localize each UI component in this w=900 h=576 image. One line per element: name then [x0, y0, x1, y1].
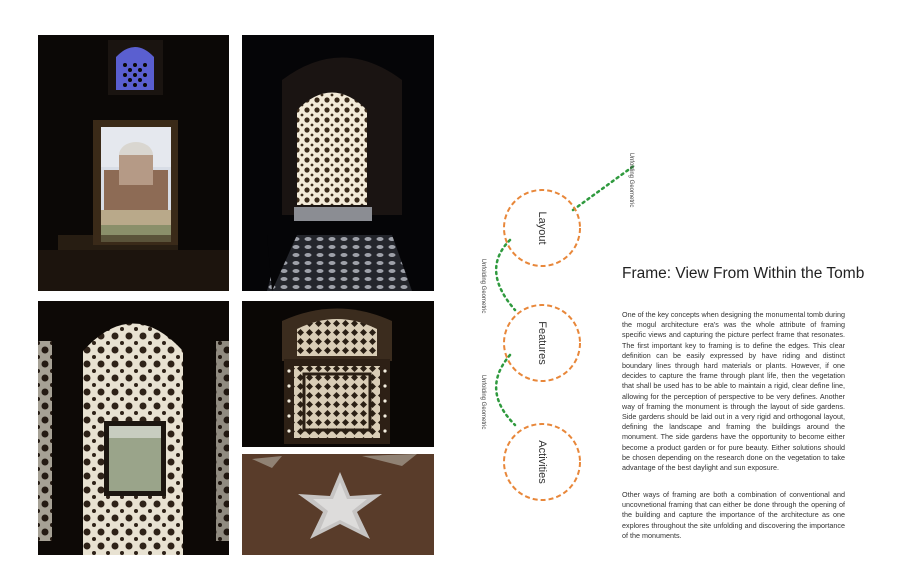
node-label-activities: Activities: [536, 440, 548, 484]
node-label-features: Features: [536, 321, 548, 365]
photo-star-light-floor: [242, 454, 434, 555]
connector-2: [496, 355, 515, 425]
edge-label-2: Unfolding Geometric: [480, 374, 486, 430]
concept-diagram: [440, 140, 640, 520]
edge-label-1: Unfolding Geometric: [480, 258, 486, 314]
connector-1: [496, 240, 515, 310]
node-label-layout: Layout: [536, 211, 548, 245]
connector-top: [573, 165, 635, 210]
photo-arched-jali-window: [38, 301, 229, 555]
article-title: Frame: View From Within the Tomb: [622, 265, 865, 282]
photo-square-jali: [242, 301, 434, 447]
photo-jali-light-floor: [242, 35, 434, 291]
edge-label-top: Unfolding Geometric: [628, 152, 634, 208]
article-paragraph-1: One of the key concepts when designing the monumental tomb during the mogul architecture era's was the whole attribute of framing specific views and capturing the picture perfect frame that resonates. The first important key to framing is to define the edges. This clear definition can be easily expressed by have riding and distinct boundary lines through hard materials or plants. However, if one decides to capture the frame through plant life, then the vegetation that shall be used has to be able to maintain a rigid, clear define line, allowing for the perception of perspective to be very defines. Another way of framing the monument is through the layout of side gardens. Side gardens should be laid out in a very rigid and orthogonal layout, defining the landscape and framing the buildings around the monument. The side gardens have the opportunity to become either become a product garden or for pure beauty. Either solutions should be chosen depending on the research done on the vegetation to take advantage of the best daylight and sun exposure.: [622, 310, 845, 473]
photo-doorway-view: [38, 35, 229, 291]
article-paragraph-2: Other ways of framing are both a combination of conventional and uncovnetional framing that can either be done through the opening of the building and capture the importance of the architecture as one explores throughout the site unfolding and discovering the importance of the monuments.: [622, 490, 845, 540]
